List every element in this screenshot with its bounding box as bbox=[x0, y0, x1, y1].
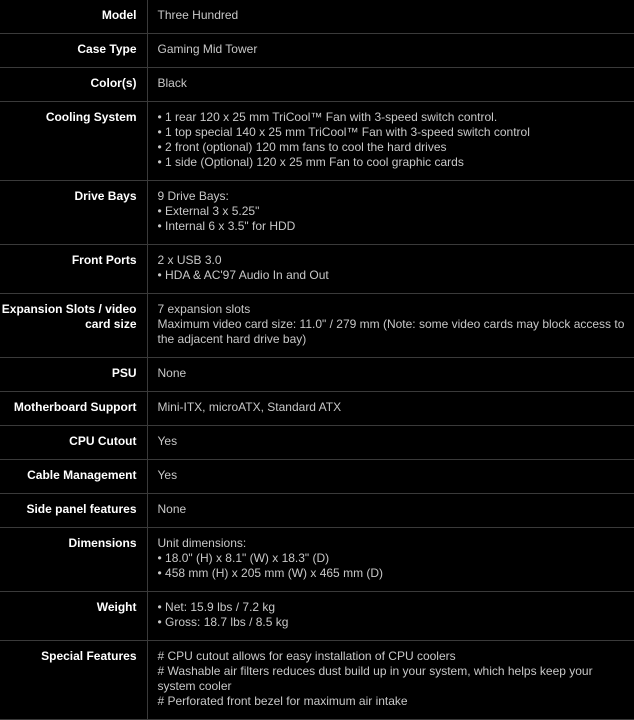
spec-label: Side panel features bbox=[0, 494, 147, 528]
spec-value-line: • 1 top special 140 x 25 mm TriCool™ Fan with 3-speed switch control bbox=[157, 125, 530, 139]
spec-value bbox=[147, 102, 634, 181]
spec-value bbox=[147, 358, 634, 392]
spec-row bbox=[0, 641, 634, 720]
spec-value-line: • HDA & AC'97 Audio In and Out bbox=[157, 268, 329, 282]
spec-value-line: 2 x USB 3.0 bbox=[157, 253, 222, 267]
spec-value-line: • Internal 6 x 3.5" for HDD bbox=[157, 219, 296, 233]
spec-value-line: 9 Drive Bays: bbox=[157, 189, 229, 203]
spec-value bbox=[147, 528, 634, 592]
spec-value-line: • Gross: 18.7 lbs / 8.5 kg bbox=[157, 615, 289, 629]
spec-value bbox=[147, 245, 634, 294]
spec-value-line: Yes bbox=[157, 434, 178, 448]
spec-value-line: None bbox=[157, 366, 187, 380]
spec-label: Motherboard Support bbox=[0, 392, 147, 426]
spec-value-line: Maximum video card size: 11.0" / 279 mm (Note: some video cards may block access to the adjacent hard drive bay) bbox=[157, 317, 625, 346]
spec-value-line: None bbox=[157, 502, 187, 516]
spec-label: Front Ports bbox=[0, 245, 147, 294]
spec-row bbox=[0, 460, 634, 494]
spec-value-line: 7 expansion slots bbox=[157, 302, 251, 316]
spec-row bbox=[0, 34, 634, 68]
spec-row bbox=[0, 102, 634, 181]
spec-value bbox=[147, 181, 634, 245]
spec-value-line: Black bbox=[157, 76, 187, 90]
spec-label: Model bbox=[0, 0, 147, 34]
spec-label: Case Type bbox=[0, 34, 147, 68]
spec-value-line: • 1 side (Optional) 120 x 25 mm Fan to cool graphic cards bbox=[157, 155, 464, 169]
spec-label: Drive Bays bbox=[0, 181, 147, 245]
spec-label: Special Features bbox=[0, 641, 147, 720]
spec-value-line: # CPU cutout allows for easy installation of CPU coolers bbox=[157, 649, 456, 663]
spec-row bbox=[0, 245, 634, 294]
spec-value-line: • 458 mm (H) x 205 mm (W) x 465 mm (D) bbox=[157, 566, 384, 580]
spec-label: PSU bbox=[0, 358, 147, 392]
spec-value-line: # Washable air filters reduces dust build up in your system, which helps keep your system cooler bbox=[157, 664, 593, 693]
spec-row bbox=[0, 528, 634, 592]
spec-value-line: # Perforated front bezel for maximum air intake bbox=[157, 694, 408, 708]
spec-value bbox=[147, 0, 634, 34]
spec-value-line: • 2 front (optional) 120 mm fans to cool the hard drives bbox=[157, 140, 447, 154]
spec-row bbox=[0, 294, 634, 358]
spec-value bbox=[147, 392, 634, 426]
spec-row bbox=[0, 592, 634, 641]
spec-value-line: Yes bbox=[157, 468, 178, 482]
spec-label: Weight bbox=[0, 592, 147, 641]
spec-value-line: Unit dimensions: bbox=[157, 536, 247, 550]
spec-row bbox=[0, 494, 634, 528]
spec-row bbox=[0, 392, 634, 426]
spec-value-line: • Net: 15.9 lbs / 7.2 kg bbox=[157, 600, 276, 614]
spec-value bbox=[147, 641, 634, 720]
spec-value bbox=[147, 34, 634, 68]
spec-label: Dimensions bbox=[0, 528, 147, 592]
spec-value-line: Gaming Mid Tower bbox=[157, 42, 258, 56]
spec-value-line: • External 3 x 5.25" bbox=[157, 204, 260, 218]
spec-label: Cable Management bbox=[0, 460, 147, 494]
spec-value bbox=[147, 460, 634, 494]
spec-row bbox=[0, 358, 634, 392]
spec-value-line: • 18.0" (H) x 8.1" (W) x 18.3" (D) bbox=[157, 551, 330, 565]
spec-row bbox=[0, 0, 634, 34]
spec-row bbox=[0, 68, 634, 102]
spec-value-line: • 1 rear 120 x 25 mm TriCool™ Fan with 3-speed switch control. bbox=[157, 110, 498, 124]
spec-label: Expansion Slots / video card size bbox=[0, 294, 147, 358]
spec-label: CPU Cutout bbox=[0, 426, 147, 460]
spec-label: Color(s) bbox=[0, 68, 147, 102]
spec-value bbox=[147, 494, 634, 528]
spec-label: Cooling System bbox=[0, 102, 147, 181]
spec-value bbox=[147, 592, 634, 641]
spec-value bbox=[147, 294, 634, 358]
spec-value bbox=[147, 68, 634, 102]
spec-value-line: Three Hundred bbox=[157, 8, 239, 22]
spec-row bbox=[0, 426, 634, 460]
spec-row bbox=[0, 181, 634, 245]
spec-value-line: Mini-ITX, microATX, Standard ATX bbox=[157, 400, 342, 414]
spec-value bbox=[147, 426, 634, 460]
